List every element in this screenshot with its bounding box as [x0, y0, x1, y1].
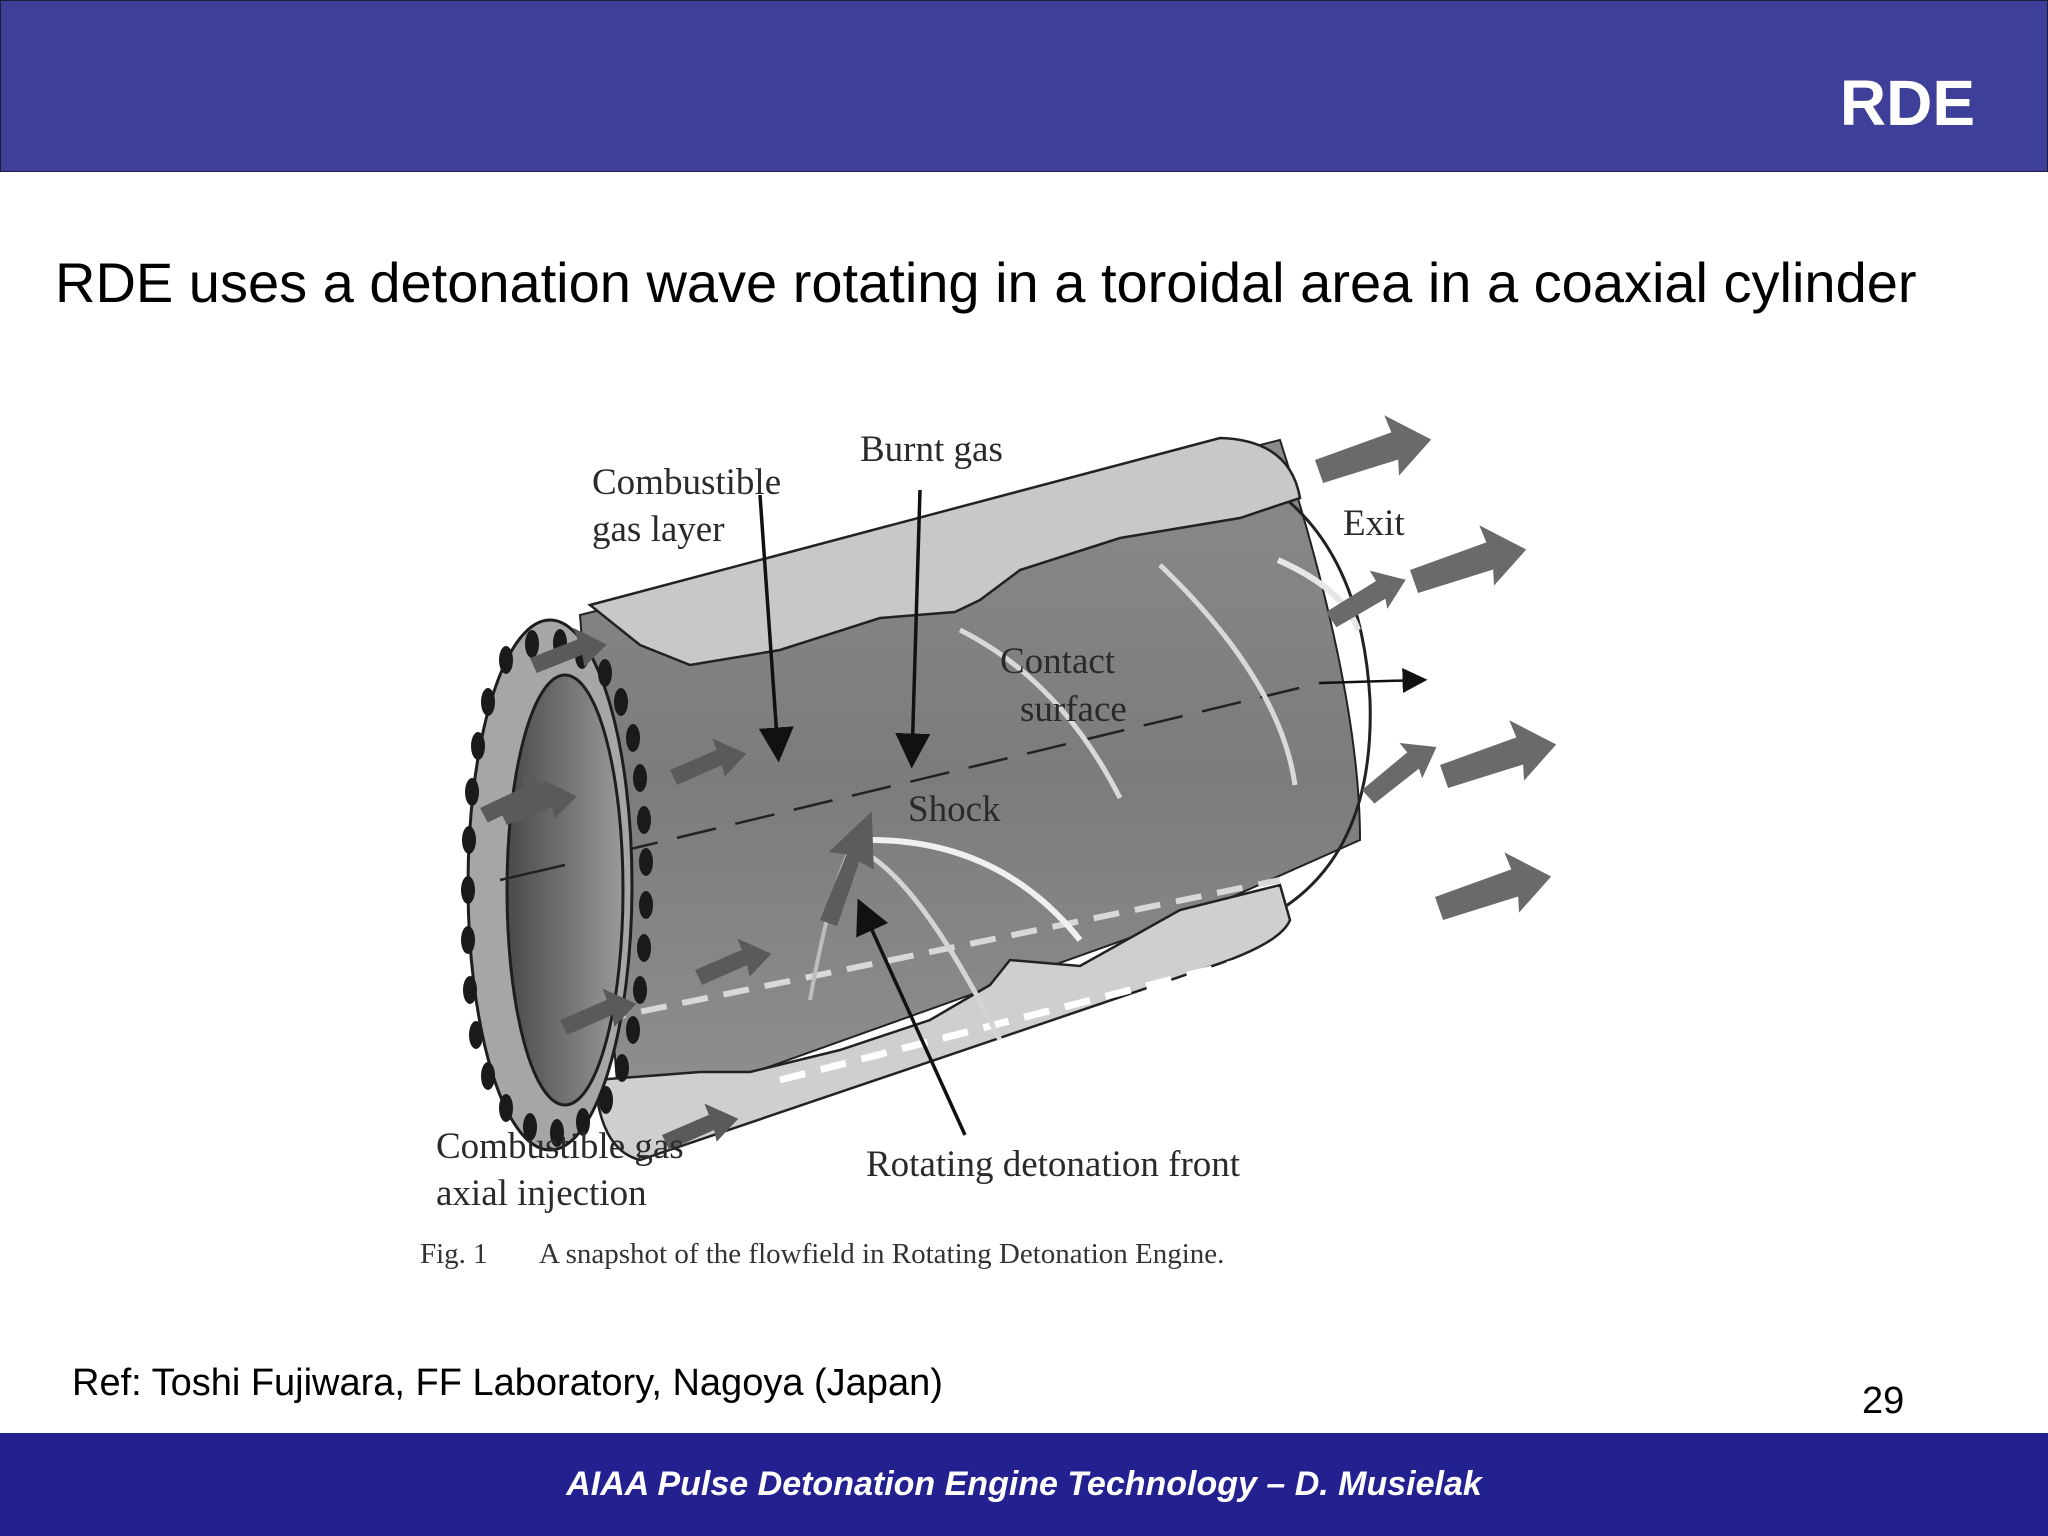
rde-diagram — [400, 400, 1600, 1300]
label-rotating-detonation-front: Rotating detonation front — [866, 1144, 1241, 1185]
exit-arrows — [1309, 408, 1561, 927]
label-combustible-gas-layer-2: gas layer — [592, 509, 725, 550]
slide-subtitle: RDE uses a detonation wave rotating in a toroidal area in a coaxial cylinder — [55, 251, 1917, 314]
label-burnt-gas: Burnt gas — [860, 429, 1003, 470]
label-contact-surface-2: surface — [1020, 689, 1127, 730]
inner-bore — [507, 675, 623, 1105]
footer-text: AIAA Pulse Detonation Engine Technology – D. Musielak — [566, 1465, 1482, 1503]
page-number: 29 — [1862, 1380, 1905, 1422]
figure-caption-number: Fig. 1 — [420, 1238, 488, 1270]
figure-caption-text: A snapshot of the flowfield in Rotating Detonation Engine. — [539, 1238, 1225, 1270]
label-contact-surface-1: Contact — [1000, 641, 1116, 682]
label-shock: Shock — [908, 789, 1001, 830]
header-bar — [0, 0, 2048, 172]
label-axial-injection-2: axial injection — [436, 1173, 647, 1214]
label-axial-injection-1: Combustible gas — [436, 1126, 684, 1167]
label-exit: Exit — [1343, 503, 1405, 544]
label-combustible-gas-layer-1: Combustible — [592, 462, 782, 503]
reference-text: Ref: Toshi Fujiwara, FF Laboratory, Nagoya (Japan) — [72, 1362, 943, 1404]
footer-bar — [0, 1433, 2048, 1536]
slide-title: RDE — [1839, 67, 1975, 139]
